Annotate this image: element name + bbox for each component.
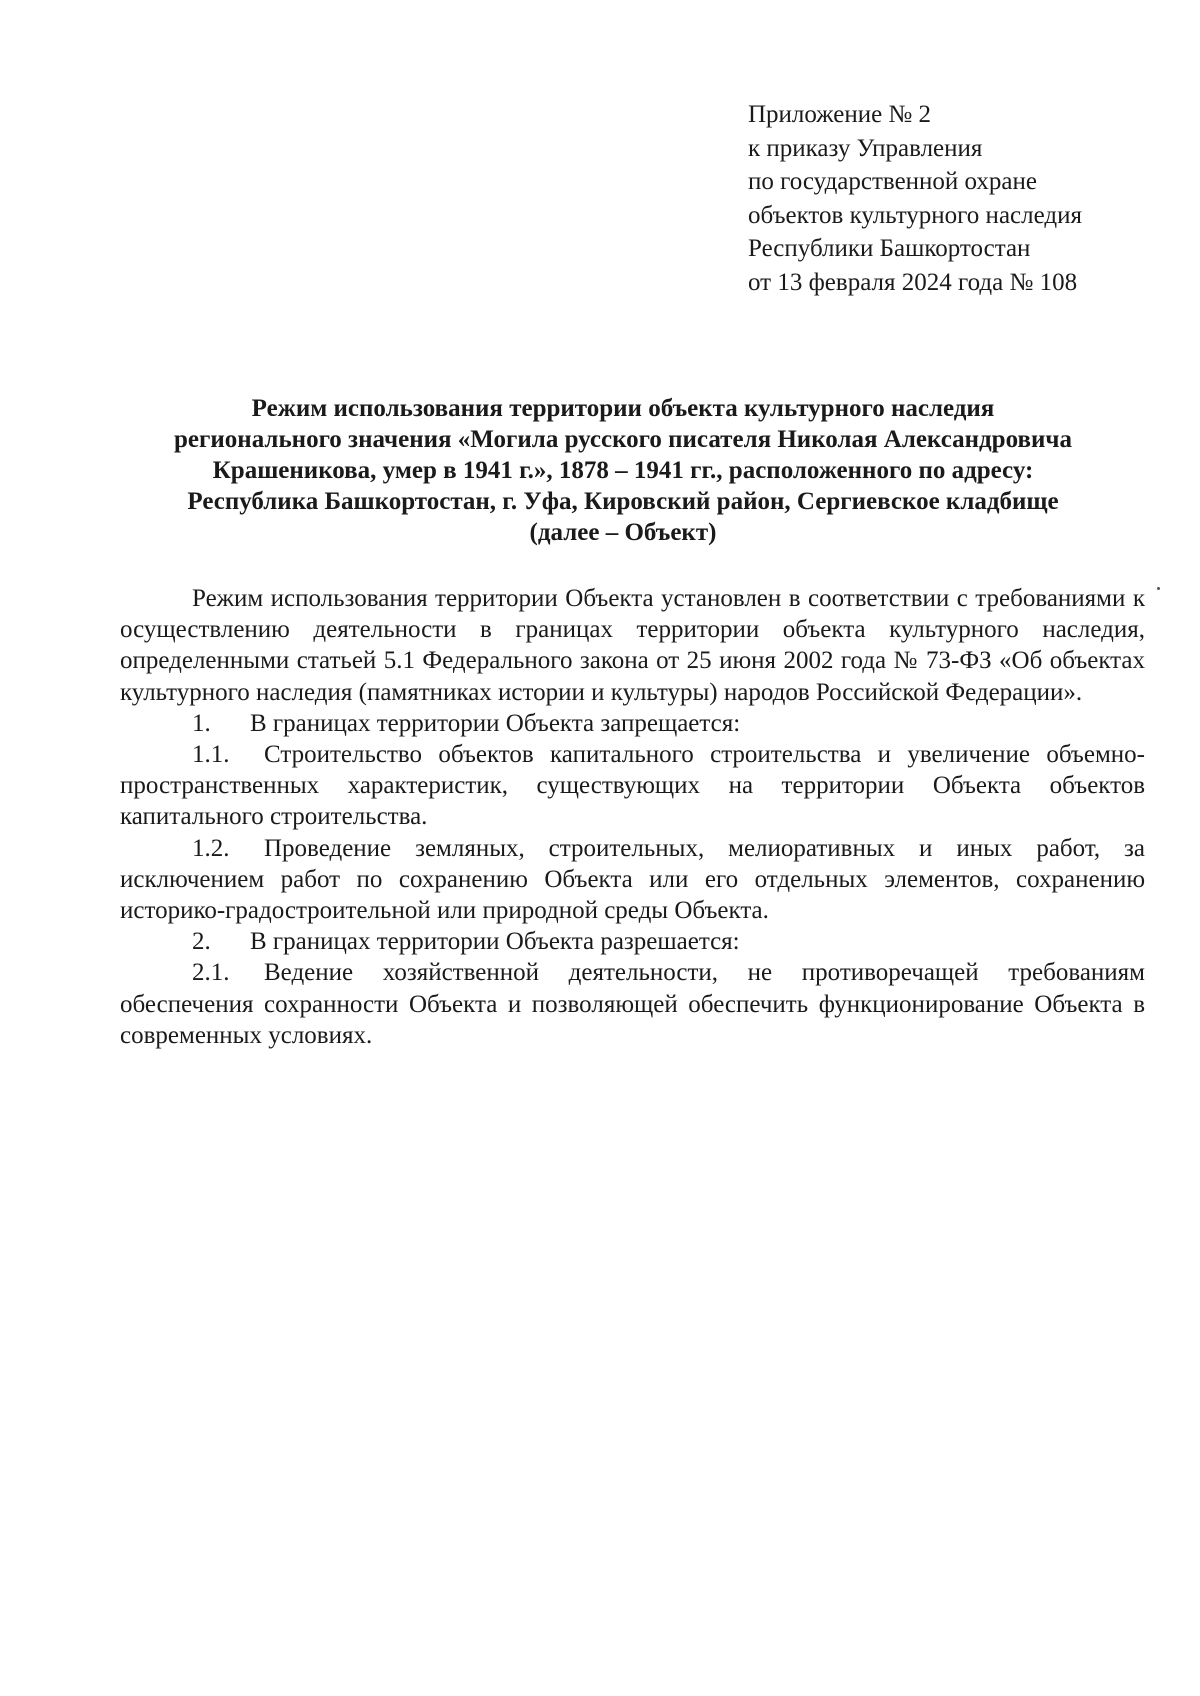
appendix-line: по государственной охране [748,168,1038,195]
appendix-line: объектов культурного наследия [748,201,1082,229]
item-text: В границах территории Объекта разрешается: [250,928,740,956]
list-item [120,739,1145,833]
appendix-line: Республики Башкортостан [748,235,1031,262]
item-text: Строительство объектов капитального строительства и увеличение объемно-пространственных характеристик, существующих на территории Объекта объектов капитального строительства. [120,741,1145,831]
item-text: Проведение земляных, строительных, мелиоративных и иных работ, за исключением работ по сохранению Объекта или его отдельных элементов, сохранению историко-градостроительной или природной среды Объекта. [120,834,1145,925]
list-item [120,926,1145,957]
title-line: Крашеникова, умер в 1941 г.», 1878 – 1941 гг., расположенного по адресу: [212,457,1034,484]
item-number: 2. [192,928,211,956]
document-title [118,393,1128,548]
document-body [120,583,1145,1051]
list-item [120,708,1145,739]
list-item [120,833,1145,927]
appendix-header [748,98,1082,299]
item-number: 2.1. [192,959,230,987]
item-number: 1. [192,709,211,737]
title-line: Режим использования территории объекта культурного наследия [251,395,995,422]
title-line: регионального значения «Могила русского писателя Николая Александровича [174,426,1072,453]
intro-paragraph: Режим использования территории Объекта установлен в соответствии с требованиями к осуществлению деятельности в границах территории объекта культурного наследия, определенными статьей 5.1 Федерального закона от 25 июня 2002 года № 73-ФЗ «Об объектах культурного наследия (памятниках истории и культуры) народов Российской Федерации». [120,585,1145,706]
appendix-line: от 13 февраля 2024 года № 108 [748,268,1078,296]
list-item [120,957,1145,1051]
title-line: Республика Башкортостан, г. Уфа, Кировский район, Сергиевское кладбище [187,488,1059,515]
title-line: (далее – Объект) [529,519,717,546]
scan-speck [1157,587,1160,590]
item-text: Ведение хозяйственной деятельности, не противоречащей требованиям обеспечения сохранности Объекта и позволяющей обеспечить функционирование Объекта в современных условиях. [120,959,1145,1049]
item-number: 1.1. [192,741,230,769]
appendix-line: Приложение № 2 [748,101,932,128]
item-number: 1.2. [192,834,230,862]
appendix-line: к приказу Управления [748,134,983,162]
item-text: В границах территории Объекта запрещается: [250,709,741,737]
